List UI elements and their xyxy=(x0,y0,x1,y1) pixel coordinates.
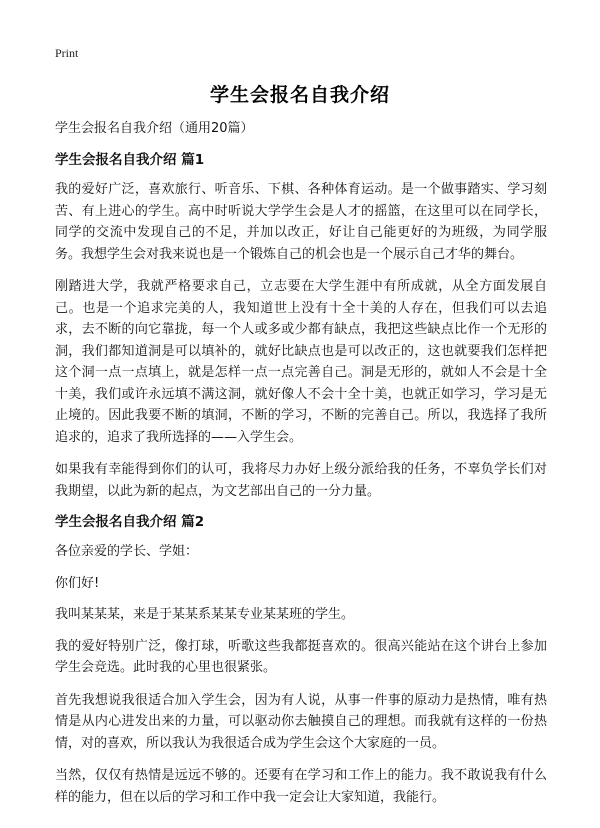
paragraph: 刚踏进大学，我就严格要求自己，立志要在大学生涯中有所成就，从全方面发展自己。也是一个追求完美的人，我知道世上没有十全十美的人存在，但我们可以去追求，去不断的向它靠拢，每一个人或多或少都有缺点，我把这些缺点比作一个无形的洞，我们都知道洞是可以填补的，就好比缺点也是可以改正的，这也就要我们怎样把这个洞一点一点填上，就是怎样一点一点完善自己。洞是无形的，就如人不会是十全十美，我们或许永远填不满这洞，就好像人不会十全十美，也就正如学习，学习是无止境的。因此我要不断的填洞，不断的学习，不断的完善自己。所以，我选择了我所追求的，追求了我所选择的——入学生会。 xyxy=(55,279,547,445)
section-2 xyxy=(55,513,547,808)
paragraph: 当然，仅仅有热情是远远不够的。还要有在学习和工作上的能力。我不敢说我有什么样的能力，但在以后的学习和工作中我一定会让大家知道，我能行。 xyxy=(55,768,547,805)
section-heading: 学生会报名自我介绍 篇2 xyxy=(55,514,205,530)
paragraph: 如果我有幸能得到你们的认可，我将尽力办好上级分派给我的任务，不辜负学长们对我期望，以此为新的起点，为文艺部出自己的一分力量。 xyxy=(55,462,547,499)
document-body xyxy=(55,120,547,819)
paragraph: 各位亲爱的学长、学姐： xyxy=(55,544,199,559)
paragraph: 你们好! xyxy=(55,575,100,591)
document-subtitle: 学生会报名自我介绍（通用20篇） xyxy=(55,121,254,136)
section-1 xyxy=(55,151,547,502)
print-label: Print xyxy=(55,46,79,60)
paragraph: 我的爱好广泛，喜欢旅行、听音乐、下棋、各种体育运动。是一个做事踏实、学习刻苦、有上进心的学生。高中时听说大学学生会是人才的摇篮，在这里可以在同学长，同学的交流中发现自己的不足，并加以改正，好让自己能更好的为班级，为同学服务。我想学生会对我来说也是一个锻炼自己的机会也是一个展示自己才华的舞台。 xyxy=(55,182,547,262)
paragraph: 我叫某某某，来是于某某系某某专业某某班的学生。 xyxy=(55,607,355,622)
paragraph: 我的爱好特别广泛，像打球，听歌这些我都挺喜欢的。很高兴能站在这个讲台上参加学生会竞选。此时我的心里也很紧张。 xyxy=(55,638,547,675)
section-heading: 学生会报名自我介绍 篇1 xyxy=(55,152,205,168)
paragraph: 首先我想说我很适合加入学生会，因为有人说，从事一件事的原动力是热情，唯有热情是从内心进发出来的力量，可以驱动你去触摸自己的理想。而我就有这样的一份热情，对的喜欢，所以我认为我很适合成为学生会这个大家庭的一员。 xyxy=(55,692,547,751)
page-title: 学生会报名自我介绍 xyxy=(209,84,390,106)
